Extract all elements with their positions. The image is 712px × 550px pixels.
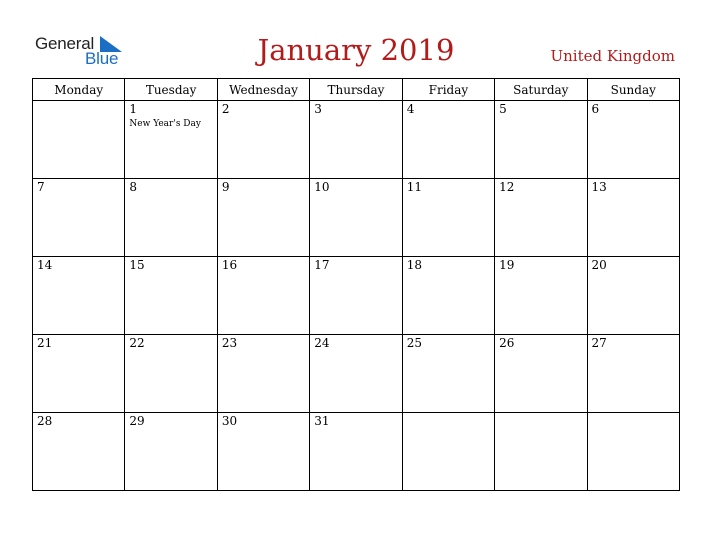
day-number: 30 [221,414,238,428]
weekday-header: Saturday [495,79,587,101]
day-number: 3 [314,102,322,116]
day-cell [125,257,217,335]
day-cell [217,335,309,413]
day-cell [310,413,402,491]
day-cell [310,257,402,335]
day-number: 13 [591,180,607,194]
day-number: 2 [221,102,230,116]
day-cell [587,257,679,335]
day-cell [217,413,309,491]
day-number: 4 [406,102,415,116]
day-cell [402,257,494,335]
day-cell [217,101,309,179]
day-number: 27 [591,336,607,350]
day-cell [33,413,125,491]
week-row [33,335,680,413]
day-cell [310,101,402,179]
day-cell [217,257,309,335]
day-cell [587,413,679,491]
month-title: January 2019 [257,33,455,67]
day-number: 1 [129,102,138,116]
weekday-header: Thursday [310,79,402,101]
week-row [33,257,680,335]
day-number: 18 [406,258,422,272]
day-cell [310,179,402,257]
day-cell [402,413,494,491]
day-number: 15 [129,258,145,272]
calendar-grid [32,78,680,491]
day-number: 14 [37,258,53,272]
week-row [33,101,680,179]
day-number: 29 [129,414,145,428]
day-cell [310,335,402,413]
day-cell [33,257,125,335]
week-row [33,413,680,491]
day-number: 20 [591,258,607,272]
day-cell [495,335,587,413]
day-cell [33,179,125,257]
day-number: 23 [221,336,238,350]
day-cell [402,335,494,413]
day-cell [125,335,217,413]
logo-text-blue: Blue [85,49,119,68]
day-cell [402,101,494,179]
weekday-header: Wednesday [217,79,309,101]
day-cell [495,413,587,491]
calendar-body [33,101,680,491]
day-number: 8 [129,180,138,194]
weekday-header: Sunday [587,79,679,101]
day-cell [587,101,679,179]
day-cell [587,179,679,257]
day-number: 16 [221,258,238,272]
day-number: 22 [129,336,145,350]
day-number: 9 [221,180,230,194]
day-number: 28 [37,414,53,428]
holiday-label: New Year's Day [129,119,201,129]
day-number: 6 [591,102,600,116]
day-number: 21 [37,336,53,350]
day-cell [217,179,309,257]
logo-text-general: General [35,34,95,53]
day-cell [495,179,587,257]
weekday-header: Tuesday [125,79,217,101]
day-number: 24 [314,336,330,350]
weekday-header-row [33,79,680,101]
day-cell [125,101,217,179]
day-number: 5 [499,102,507,116]
day-cell [495,101,587,179]
day-number: 25 [406,336,422,350]
day-number: 17 [314,258,330,272]
day-number: 10 [314,180,330,194]
day-cell [587,335,679,413]
day-cell [33,101,125,179]
day-number: 11 [406,180,422,194]
weekday-header: Monday [33,79,125,101]
day-cell [402,179,494,257]
day-cell [125,413,217,491]
weekday-header: Friday [402,79,494,101]
day-number: 31 [314,414,330,428]
day-number: 26 [499,336,515,350]
day-cell [125,179,217,257]
day-number: 7 [37,180,45,194]
day-number: 12 [499,180,515,194]
day-cell [495,257,587,335]
day-cell [33,335,125,413]
country-name: United Kingdom [550,47,675,65]
day-number: 19 [499,258,515,272]
week-row [33,179,680,257]
